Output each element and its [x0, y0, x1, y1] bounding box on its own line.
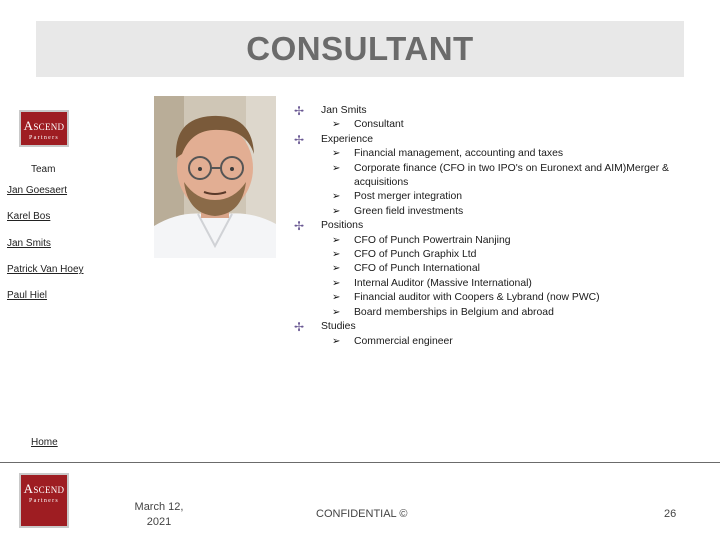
nav-link-jan-smits[interactable]: Jan Smits [7, 238, 51, 249]
experience-heading: Experience [321, 133, 373, 145]
title-bar [36, 21, 684, 77]
bullet-name [294, 104, 694, 133]
page-number: 26 [664, 508, 677, 520]
arrow-bullet-icon: ➢ [332, 292, 341, 304]
list-item: ➢ CFO of Punch Powertrain Nanjing [321, 234, 694, 248]
cross-bullet-icon: ✢ [294, 219, 305, 234]
portrait-photo [154, 96, 276, 258]
list-item: ➢ CFO of Punch Graphix Ltd [321, 248, 694, 262]
home-link[interactable]: Home [31, 437, 58, 448]
nav-link-paul-hiel[interactable]: Paul Hiel [7, 290, 48, 301]
bullet-experience [294, 133, 694, 219]
ascend-logo-bottom: ASCEND Partners [19, 473, 69, 528]
list-item: ➢ Green field investments [321, 205, 694, 219]
arrow-bullet-icon: ➢ [332, 306, 341, 318]
bullet-studies [294, 320, 694, 349]
bullet-positions [294, 219, 694, 320]
arrow-bullet-icon: ➢ [332, 148, 341, 160]
portrait-icon [154, 96, 276, 258]
team-label: Team [31, 164, 56, 175]
page-title: CONSULTANT [246, 30, 474, 67]
footer-confidential: CONFIDENTIAL © [316, 508, 408, 520]
arrow-bullet-icon: ➢ [332, 119, 341, 131]
arrow-bullet-icon: ➢ [332, 205, 341, 217]
cross-bullet-icon: ✢ [294, 320, 305, 335]
studies-heading: Studies [321, 321, 356, 333]
list-item: ➢ Commercial engineer [321, 335, 694, 349]
arrow-bullet-icon: ➢ [332, 249, 341, 261]
list-item: ➢ CFO of Punch International [321, 262, 694, 276]
list-item: ➢ Financial management, accounting and taxes [321, 147, 694, 161]
list-item: ➢ Corporate finance (CFO in two IPO's on Euronext and AIM)Merger & acquisitions [332, 162, 669, 189]
arrow-bullet-icon: ➢ [332, 234, 341, 246]
nav-link-patrick-van-hoey[interactable]: Patrick Van Hoey [7, 264, 84, 275]
arrow-bullet-icon: ➢ [332, 191, 341, 203]
consultant-name: Jan Smits [321, 105, 367, 116]
list-item: ➢ Internal Auditor (Massive International) [321, 277, 694, 291]
list-item: ➢ Post merger integration [321, 190, 694, 204]
nav-link-jan-goesaert[interactable]: Jan Goesaert [7, 185, 68, 196]
bio-content [294, 104, 694, 349]
ascend-logo-top: ASCEND Partners [19, 110, 69, 147]
footer-date: March 12, 2021 [134, 501, 184, 528]
list-item: ➢ Consultant [321, 118, 694, 132]
cross-bullet-icon: ✢ [294, 132, 305, 147]
arrow-bullet-icon: ➢ [332, 162, 341, 174]
list-item: ➢ Financial auditor with Coopers & Lybrand (now PWC) [321, 291, 694, 305]
positions-heading: Positions [321, 220, 364, 232]
list-item: ➢ Board memberships in Belgium and abroad [321, 306, 694, 320]
arrow-bullet-icon: ➢ [332, 335, 341, 347]
arrow-bullet-icon: ➢ [332, 277, 341, 289]
footer-divider [0, 462, 720, 463]
arrow-bullet-icon: ➢ [332, 263, 341, 275]
nav-link-karel-bos[interactable]: Karel Bos [7, 211, 51, 222]
cross-bullet-icon: ✢ [294, 104, 305, 118]
